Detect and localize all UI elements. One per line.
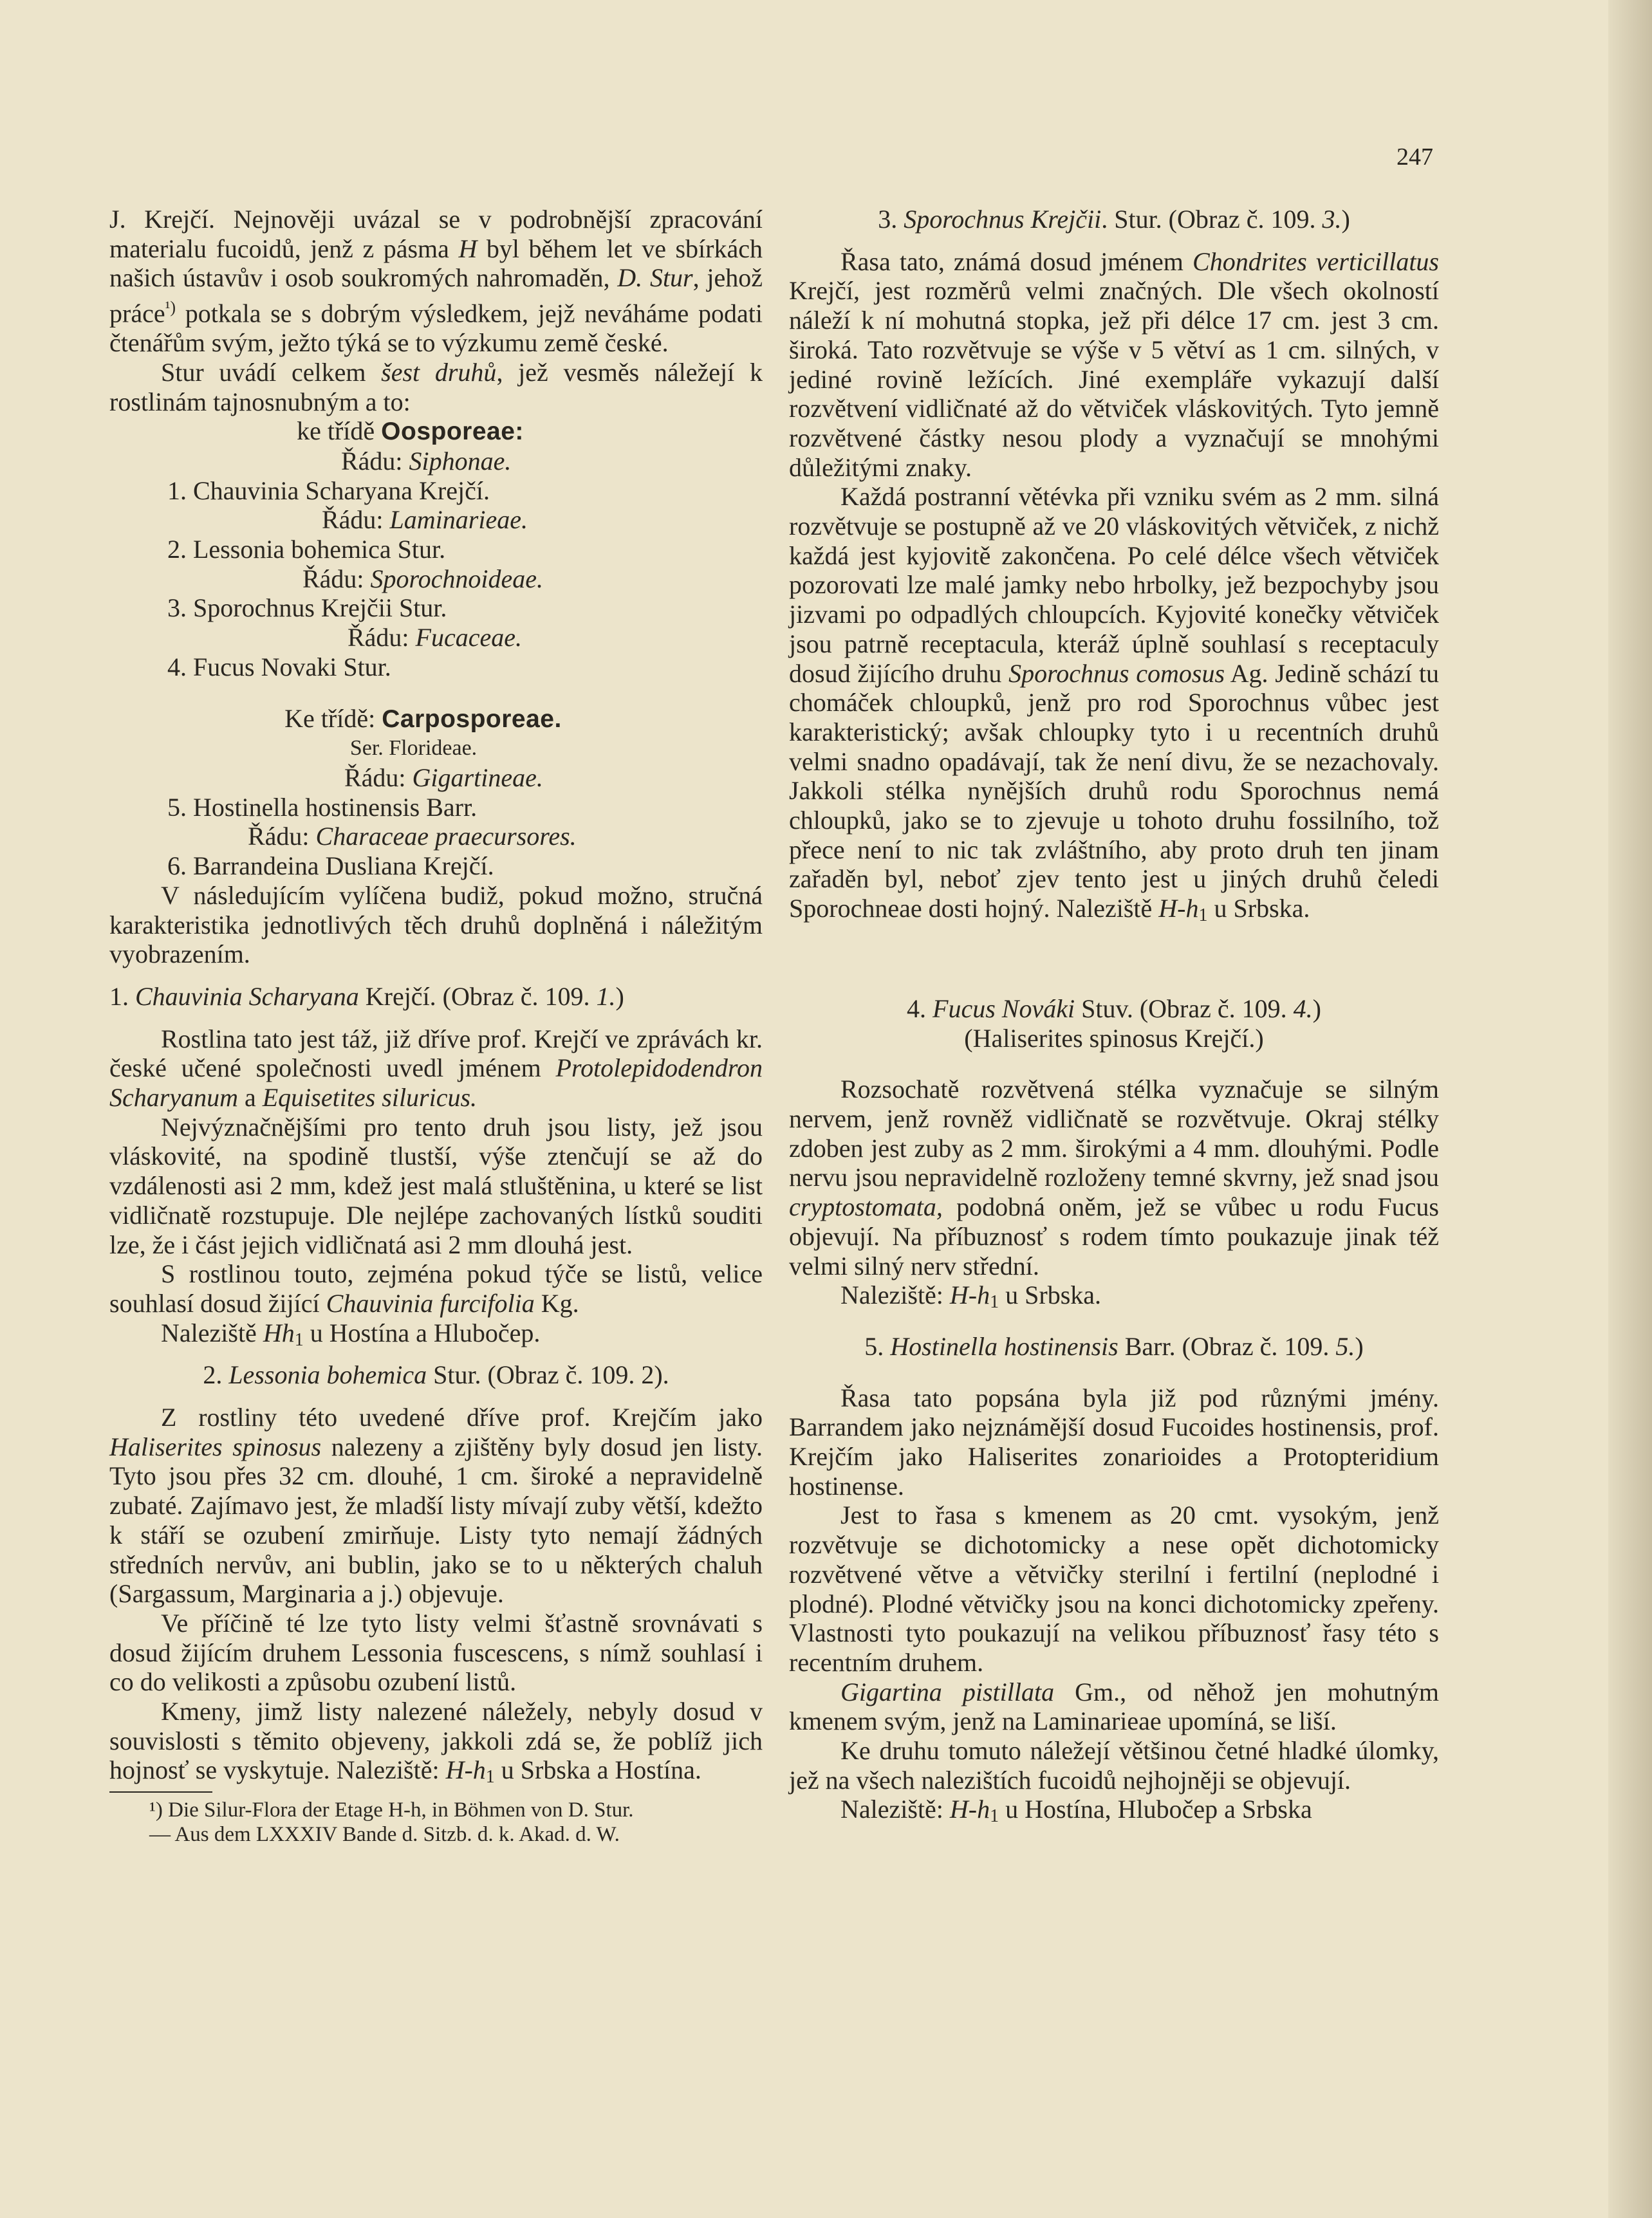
footnote-rule — [109, 1791, 212, 1793]
paragraph: Ke druhu tomuto náležejí většinou četné hladké úlomky, jež na všech nalezištích fucoidů nejhojněji se objevují. — [789, 1736, 1439, 1795]
section-heading-5: 5. Hostinella hostinensis Barr. (Obraz č. 109. 5.) — [864, 1331, 1364, 1361]
order-line: Řádu: Gigartineae. — [344, 762, 543, 792]
paragraph: Kmeny, jimž listy nalezené náležely, nebyly dosud v souvislosti s těmito objeveny, jakkoli zdá se, že poblíž jich hojnosť se vyskytuje. Naleziště: $H-h_1$ u Srbska a Hostína. — [109, 1697, 763, 1788]
order-line: Řádu: Fucaceae. — [348, 623, 522, 652]
paragraph: Nejvýznačnějšími pro tento druh jsou listy, jež jsou vláskovité, na spodině tlustší, výše ztenčují se až do vzdálenosti asi 2 mm, kdež jest malá stluštěnina, u které se list vidličnatě rozstupuje. Dle nejlépe zachovaných lístků souditi lze, že i část jejich vidličnatá asi 2 mm dlouhá jest. — [109, 1112, 763, 1259]
paragraph: Každá postranní větévka při vzniku svém as 2 mm. silná rozvětvuje se postupně až ve 20 vláskovitých větviček, z nichž každá jest kyjovitě zakončena. Po celé délce všech větviček pozorovati lze malé jamky nebo hrbolky, jež bezpochyby jsou jizvami po odpadlých chloupcích. Kyjovité konečky větviček jsou patrně receptacula, kteráž úplně souhlasí s receptaculy dosud žijícího druhu Sporochnus comosus Ag. Jedině schází tu chomáček chloupků, jenž pro rod Sporochnus vůbec jest karakteristický; avšak chloupky tyto i u recentních druhů velmi snadno opadávají, tak že není divu, že se nezachovaly. Jakkoli stélka nynějších druhů rodu Sporochnus nemá chloupků, jako se to zjevuje u tohoto druhu fossilního, tož přece není to nic tak zvláštního, aby proto druh ten jinam zařaděn byl, neboť zjev tento jest u jiných druhů čeledi Sporochneae dosti hojný. Naleziště $H-h_1$ u Srbska. — [789, 482, 1439, 926]
order-line: Řádu: Laminarieae. — [322, 505, 528, 535]
paragraph: Řasa tato, známá dosud jménem Chondrites verticillatus Krejčí, jest rozměrů velmi značných. Dle všech okolností náleží k ní mohutná stopka, jež při délce 17 cm. jest 3 cm. široká. Tato rozvětvuje se výše v 5 větví as 1 cm. silných, v jediné rovině ležících. Jiné exempláře vykazují další rozvětvení vidličnaté až do větviček vláskovitých. Tyto jemně rozvětvené částky nesou plody a vyznačují se mnohými důležitými znaky. — [789, 246, 1439, 482]
class-heading: ke třídě Oosporeae: — [297, 416, 524, 446]
paragraph: Stur uvádí celkem šest druhů, jež vesměs náležejí k rostlinám tajnosnubným a to: — [109, 357, 763, 416]
species-entry: 2. Lessonia bohemica Stur. — [167, 535, 446, 564]
page-edge-shadow — [1608, 0, 1652, 2218]
footnote: ¹) Die Silur-Flora der Etage H-h, in Böhmen von D. Stur. — [149, 1798, 634, 1822]
order-line: Řádu: Sporochnoideae. — [302, 564, 544, 593]
species-entry: 3. Sporochnus Krejčii Stur. — [167, 593, 447, 623]
locality: Naleziště $Hh_1$ u Hostína a Hlubočep. — [161, 1318, 541, 1350]
species-entry: 1. Chauvinia Scharyana Krejčí. — [167, 476, 490, 505]
footnote: — Aus dem LXXXIV Bande d. Sitzb. d. k. Akad. d. W. — [149, 1823, 620, 1847]
order-line: Řádu: Characeae praecursores. — [248, 822, 577, 851]
paragraph: Rostlina tato jest táž, již dříve prof. Krejčí ve zprávách kr. české učené společnosti uvedl jménem Protolepidodendron Scharyanum a Equisetites siluricus. — [109, 1024, 763, 1113]
paragraph: J. Krejčí. Nejnověji uvázal se v podrobnější zpracování materialu fucoidů, jenž z pásma H byl během let ve sbírkách našich ústavův i osob soukromých nahromaděn, D. Stur, jehož práce$^{^1)}$ potkala se s dobrým výsledkem, jejž neváháme podati čtenářům svým, ježto týká se to výzkumu země české. — [109, 205, 763, 358]
locality: Naleziště: $H-h_1$ u Hostína, Hlubočep a Srbska — [840, 1795, 1312, 1827]
series-line: Ser. Floridеae. — [349, 736, 478, 761]
locality: Naleziště: $H-h_1$ u Srbska. — [840, 1280, 1102, 1313]
paragraph: Rozsochatě rozvětvená stélka vyznačuje se silným nervem, jenž rovněž vidličnatě se rozvětvuje. Okraj stélky zdoben jest zuby as 2 mm. širokými a 4 mm. dlouhými. Podle nervu jsou nepravidelně rozloženy temné skvrny, jež snad jsou cryptostomata, podobná oněm, jež se vůbec u rodu Fucus objevují. Na příbuznosť s rodem tímto poukazuje jinak též velmi silný nerv střední. — [789, 1075, 1439, 1280]
paragraph: Gigartina pistillata Gm., od něhož jen mohutným kmenem svým, jenž na Laminarieae upomíná, se liší. — [789, 1677, 1439, 1736]
left-column — [109, 205, 763, 1847]
paragraph: Ve příčině té lze tyto listy velmi šťastně srovnávati s dosud žijícím druhem Lessonia fuscescens, s nímž souhlasí i co do velikosti a způsobu ozubení listů. — [109, 1608, 763, 1697]
section-heading-3: 3. Sporochnus Krejčii. Stur. (Obraz č. 109. 3.) — [878, 205, 1350, 234]
paragraph: Řasa tato popsána byla již pod různými jmény. Barrandem jako nejznámější dosud Fucoides hostinensis, prof. Krejčím jako Haliserites zonarioides a Protopteridium hostinense. — [789, 1383, 1439, 1501]
page-number: 247 — [1397, 143, 1433, 171]
right-column — [789, 205, 1439, 1827]
section-subheading: (Haliserites spinosus Krejčí.) — [964, 1023, 1264, 1053]
paragraph: S rostlinou touto, zejména pokud týče se listů, velice souhlasí dosud žijící Chauvinia furcifolia Kg. — [109, 1259, 763, 1318]
species-entry: 4. Fucus Novaki Stur. — [167, 652, 391, 681]
species-entry: 5. Hostinella hostinensis Barr. — [167, 792, 478, 822]
paragraph: V následujícím vylíčena budiž, pokud možno, stručná karakteristika jednotlivých těch druhů doplněná i náležitým vyobrazením. — [109, 880, 763, 969]
section-heading-2: 2. Lessonia bohemica Stur. (Obraz č. 109. 2). — [203, 1360, 669, 1390]
order-line: Řádu: Siphonae. — [341, 446, 512, 476]
section-heading-1: 1. Chauvinia Scharyana Krejčí. (Obraz č. 109. 1.) — [109, 981, 624, 1011]
paragraph: Jest to řasa s kmenem as 20 cmt. vysokým, jenž rozvětvuje se dichotomicky a nese opět dichotomicky rozvětvené větve a větvičky sterilní i fertilní (neplodné i plodné). Plodné větvičky jsou na konci dichotomicky zpeřeny. Vlastnosti tyto poukazují na velikou příbuznosť řasy této s recentním druhem. — [789, 1501, 1439, 1677]
species-entry: 6. Barrandeina Dusliana Krejčí. — [167, 851, 494, 881]
class-heading: Ke třídě: Carposporeae. — [284, 703, 562, 733]
section-heading-4: 4. Fucus Nováki Stuv. (Obraz č. 109. 4.) — [907, 993, 1321, 1023]
paragraph: Z rostliny této uvedené dříve prof. Krejčím jako Haliserites spinosus nalezeny a zjištěny byly dosud jen listy. Tyto jsou přes 32 cm. dlouhé, 1 cm. široké a nepravidelně zubaté. Zajímavo jest, že mladší listy mívají zuby větší, kdežto k stáří se ozubení zmirňuje. Listy tyto nemají žádných středních nervův, ani bublin, jako se to u některých chaluh (Sargassum, Marginaria a j.) objevuje. — [109, 1403, 763, 1609]
